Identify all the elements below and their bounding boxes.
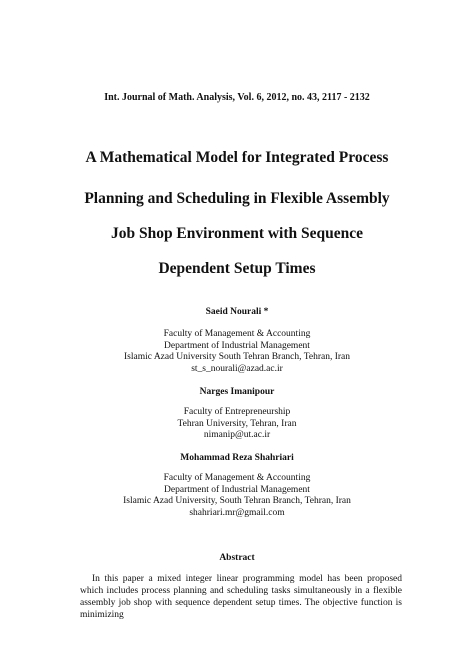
author-name-1: Saeid Nourali * bbox=[205, 307, 269, 317]
affiliation-line: Faculty of Management & Accounting bbox=[163, 473, 311, 483]
affiliation-line: Faculty of Entrepreneurship bbox=[183, 407, 291, 417]
paper-title-line-3: Job Shop Environment with Sequence bbox=[110, 225, 364, 242]
author-email: nimanip@ut.ac.ir bbox=[203, 430, 271, 440]
author-affiliation-1 bbox=[0, 329, 474, 375]
affiliation-line: Islamic Azad University, South Tehran Branch, Tehran, Iran bbox=[123, 496, 351, 506]
affiliation-line: Faculty of Management & Accounting bbox=[163, 329, 311, 339]
author-affiliation-2 bbox=[0, 407, 474, 442]
author-email: st_s_nourali@azad.ac.ir bbox=[191, 363, 283, 374]
paper-title-line-2: Planning and Scheduling in Flexible Assembly bbox=[84, 190, 390, 207]
author-name-2: Narges Imanipour bbox=[199, 387, 275, 397]
affiliation-line: Department of Industrial Management bbox=[164, 484, 310, 495]
author-email: shahriari.mr@gmail.com bbox=[189, 507, 285, 518]
affiliation-line: Islamic Azad University South Tehran Branch, Tehran, Iran bbox=[124, 352, 350, 362]
affiliation-line: Department of Industrial Management bbox=[164, 340, 310, 351]
paper-title-line-1: A Mathematical Model for Integrated Process bbox=[85, 149, 389, 166]
affiliation-line: Tehran University, Tehran, Iran bbox=[177, 418, 297, 429]
author-affiliation-3 bbox=[0, 473, 474, 519]
abstract-text: In this paper a mixed integer linear programming model has been proposed which includes process planning and scheduling tasks simultaneously in a flexible assembly job shop with sequence dependent setup times. The objective function is minimizing bbox=[80, 574, 402, 620]
author-name-3: Mohammad Reza Shahriari bbox=[180, 453, 294, 463]
abstract-heading: Abstract bbox=[219, 553, 255, 563]
paper-title-line-4: Dependent Setup Times bbox=[158, 260, 316, 277]
journal-reference: Int. Journal of Math. Analysis, Vol. 6, 2012, no. 43, 2117 - 2132 bbox=[104, 92, 370, 103]
